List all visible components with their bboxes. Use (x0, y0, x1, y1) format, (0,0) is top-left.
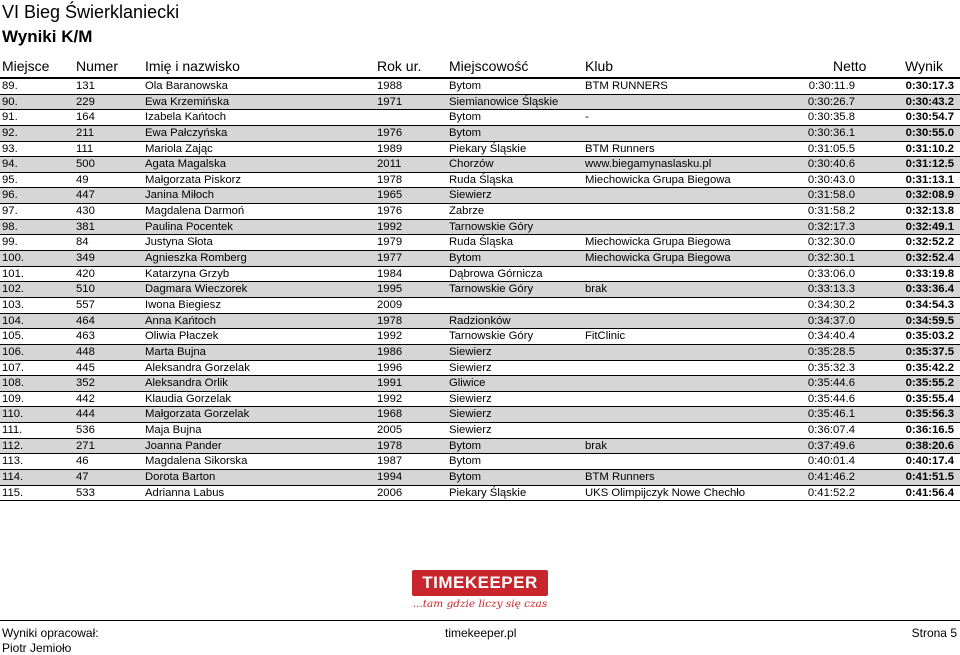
cell-city: Tarnowskie Góry (449, 283, 534, 296)
cell-name: Ewa Pałczyńska (145, 126, 228, 139)
table-row (0, 188, 960, 204)
header-wynik: Wynik (905, 58, 943, 74)
cell-city: Bytom (449, 111, 482, 124)
cell-wynik: 0:35:55.2 (905, 377, 954, 390)
cell-num: 211 (76, 126, 95, 139)
cell-year: 2006 (377, 486, 403, 499)
cell-netto: 0:30:40.6 (807, 158, 855, 171)
cell-city: Piekary Śląskie (449, 486, 527, 499)
results-table (0, 79, 960, 501)
cell-city: Bytom (449, 252, 482, 265)
cell-name: Ewa Krzemińska (145, 95, 230, 108)
cell-wynik: 0:31:12.5 (905, 158, 954, 171)
timekeeper-logo (412, 570, 548, 614)
footer-divider (0, 620, 960, 621)
cell-club: Miechowicka Grupa Biegowa (585, 252, 731, 265)
header-name: Imię i nazwisko (145, 58, 240, 74)
cell-wynik: 0:33:19.8 (905, 267, 954, 280)
cell-city: Chorzów (449, 158, 494, 171)
cell-year: 1991 (377, 377, 403, 390)
cell-wynik: 0:41:51.5 (905, 471, 954, 484)
cell-club: brak (585, 283, 607, 296)
cell-num: 49 (76, 173, 89, 186)
cell-name: Oliwia Płaczek (145, 330, 219, 343)
table-row (0, 282, 960, 298)
header-pos: Miejsce (2, 58, 50, 74)
cell-wynik: 0:36:16.5 (905, 424, 954, 437)
header-netto: Netto (833, 58, 867, 74)
cell-name: Justyna Słota (145, 236, 213, 249)
cell-city: Bytom (449, 471, 482, 484)
cell-num: 420 (76, 267, 95, 280)
cell-netto: 0:30:35.8 (807, 111, 855, 124)
table-row (0, 251, 960, 267)
cell-club: - (585, 111, 589, 124)
cell-city: Bytom (449, 439, 482, 452)
table-row (0, 95, 960, 111)
cell-num: 164 (76, 111, 95, 124)
cell-num: 500 (76, 158, 95, 171)
cell-wynik: 0:32:52.2 (905, 236, 954, 249)
cell-year: 1987 (377, 455, 403, 468)
cell-wynik: 0:35:03.2 (905, 330, 954, 343)
cell-name: Mariola Zając (145, 142, 213, 155)
table-row (0, 345, 960, 361)
cell-pos: 114. (2, 471, 24, 484)
table-row (0, 423, 960, 439)
cell-wynik: 0:30:17.3 (905, 80, 954, 92)
cell-pos: 102. (2, 283, 24, 296)
cell-netto: 0:41:46.2 (807, 471, 855, 484)
cell-city: Bytom (449, 80, 482, 92)
table-header (0, 58, 960, 76)
table-row (0, 376, 960, 392)
cell-netto: 0:31:05.5 (807, 142, 855, 155)
cell-num: 229 (76, 95, 95, 108)
cell-name: Ola Baranowska (145, 80, 228, 92)
cell-name: Anna Kańtoch (145, 314, 216, 327)
cell-wynik: 0:31:10.2 (905, 142, 954, 155)
cell-city: Siewierz (449, 424, 492, 437)
table-row (0, 204, 960, 220)
cell-name: Iwona Biegiesz (145, 298, 221, 311)
cell-num: 430 (76, 205, 95, 218)
table-row (0, 126, 960, 142)
cell-city: Bytom (449, 126, 482, 139)
cell-name: Agnieszka Romberg (145, 252, 247, 265)
table-row (0, 235, 960, 251)
table-row (0, 439, 960, 455)
results-subtitle: Wyniki K/M (2, 27, 93, 46)
cell-netto: 0:30:36.1 (807, 126, 855, 139)
table-row (0, 407, 960, 423)
cell-year: 1976 (377, 126, 403, 139)
header-club: Klub (585, 58, 614, 74)
table-row (0, 470, 960, 486)
cell-club: Miechowicka Grupa Biegowa (585, 236, 731, 249)
cell-city: Siewierz (449, 189, 492, 202)
cell-name: Aleksandra Orlik (145, 377, 228, 390)
cell-pos: 110. (2, 408, 24, 421)
cell-city: Ruda Śląska (449, 236, 514, 249)
cell-wynik: 0:32:52.4 (905, 252, 954, 265)
cell-num: 349 (76, 252, 95, 265)
table-row (0, 157, 960, 173)
cell-wynik: 0:34:59.5 (905, 314, 954, 327)
cell-year: 1986 (377, 345, 403, 358)
cell-name: Dorota Barton (145, 471, 216, 484)
cell-num: 381 (76, 220, 95, 233)
cell-netto: 0:33:13.3 (807, 283, 855, 296)
cell-city: Radzionków (449, 314, 511, 327)
table-row (0, 298, 960, 314)
footer-page: Strona 5 (911, 626, 957, 640)
cell-netto: 0:34:40.4 (807, 330, 855, 343)
cell-num: 271 (76, 439, 95, 452)
cell-wynik: 0:35:37.5 (905, 345, 954, 358)
cell-pos: 97. (2, 205, 18, 218)
cell-num: 533 (76, 486, 95, 499)
cell-city: Siemianowice Śląskie (449, 95, 559, 108)
cell-num: 131 (76, 80, 95, 92)
cell-pos: 94. (2, 158, 18, 171)
cell-wynik: 0:30:54.7 (905, 111, 954, 124)
cell-year: 1976 (377, 205, 403, 218)
cell-name: Joanna Pander (145, 439, 222, 452)
cell-wynik: 0:31:13.1 (905, 173, 954, 186)
cell-pos: 108. (2, 377, 24, 390)
cell-city: Tarnowskie Góry (449, 220, 534, 233)
cell-wynik: 0:30:55.0 (905, 126, 954, 139)
cell-pos: 105. (2, 330, 24, 343)
cell-netto: 0:32:30.1 (807, 252, 855, 265)
cell-num: 557 (76, 298, 95, 311)
cell-num: 448 (76, 345, 95, 358)
cell-year: 1995 (377, 283, 403, 296)
cell-pos: 98. (2, 220, 18, 233)
cell-num: 84 (76, 236, 89, 249)
header-city: Miejscowość (449, 58, 529, 74)
cell-name: Adrianna Labus (145, 486, 225, 499)
cell-netto: 0:35:46.1 (807, 408, 855, 421)
cell-pos: 115. (2, 486, 24, 499)
cell-year: 1988 (377, 80, 403, 92)
cell-wynik: 0:32:13.8 (905, 205, 954, 218)
cell-club: BTM Runners (585, 142, 655, 155)
cell-year: 1994 (377, 471, 403, 484)
cell-club: BTM RUNNERS (585, 80, 668, 92)
cell-num: 445 (76, 361, 95, 374)
cell-num: 463 (76, 330, 95, 343)
cell-name: Paulina Pocentek (145, 220, 233, 233)
cell-year: 1978 (377, 314, 403, 327)
cell-pos: 106. (2, 345, 24, 358)
cell-name: Klaudia Gorzelak (145, 392, 232, 405)
table-row (0, 267, 960, 283)
cell-year: 1965 (377, 189, 403, 202)
cell-name: Małgorzata Piskorz (145, 173, 242, 186)
cell-pos: 101. (2, 267, 24, 280)
cell-club: brak (585, 439, 607, 452)
cell-netto: 0:34:30.2 (807, 298, 855, 311)
cell-city: Siewierz (449, 345, 492, 358)
cell-pos: 92. (2, 126, 18, 139)
cell-year: 1968 (377, 408, 403, 421)
cell-wynik: 0:35:42.2 (905, 361, 954, 374)
cell-pos: 95. (2, 173, 18, 186)
cell-netto: 0:36:07.4 (807, 424, 855, 437)
cell-year: 1992 (377, 330, 403, 343)
cell-club: FitClinic (585, 330, 626, 343)
cell-netto: 0:30:11.9 (808, 80, 855, 92)
cell-pos: 111. (2, 424, 23, 437)
cell-netto: 0:35:44.6 (807, 392, 855, 405)
cell-pos: 107. (2, 361, 24, 374)
cell-pos: 99. (2, 236, 18, 249)
cell-netto: 0:32:17.3 (807, 220, 855, 233)
cell-club: UKS Olimpijczyk Nowe Chechło (585, 486, 746, 499)
cell-num: 442 (76, 392, 95, 405)
table-row (0, 314, 960, 330)
cell-wynik: 0:30:43.2 (905, 95, 954, 108)
cell-city: Gliwice (449, 377, 486, 390)
cell-netto: 0:30:26.7 (807, 95, 855, 108)
cell-netto: 0:41:52.2 (807, 486, 855, 499)
cell-name: Dagmara Wieczorek (145, 283, 248, 296)
cell-name: Janina Miłoch (145, 189, 215, 202)
header-num: Numer (76, 58, 119, 74)
row-divider (0, 500, 960, 501)
footer-site: timekeeper.pl (445, 626, 517, 640)
cell-name: Agata Magalska (145, 158, 227, 171)
cell-name: Małgorzata Gorzelak (145, 408, 250, 421)
cell-pos: 113. (2, 455, 24, 468)
cell-netto: 0:31:58.2 (807, 205, 855, 218)
table-row (0, 142, 960, 158)
event-title: VI Bieg Świerklaniecki (2, 2, 180, 22)
cell-name: Maja Bujna (145, 424, 202, 437)
cell-pos: 89. (2, 80, 18, 92)
cell-num: 111 (76, 142, 94, 155)
cell-netto: 0:35:44.6 (807, 377, 855, 390)
cell-num: 536 (76, 424, 95, 437)
cell-netto: 0:30:43.0 (807, 173, 855, 186)
cell-year: 1992 (377, 392, 403, 405)
cell-num: 447 (76, 189, 95, 202)
cell-year: 1979 (377, 236, 403, 249)
cell-netto: 0:35:28.5 (807, 345, 855, 358)
cell-wynik: 0:34:54.3 (905, 298, 954, 311)
cell-city: Siewierz (449, 392, 492, 405)
cell-year: 1984 (377, 267, 403, 280)
logo-brand: TIMEKEEPER (422, 573, 538, 592)
cell-name: Katarzyna Grzyb (145, 267, 230, 280)
cell-club: www.biegamynaslasku.pl (585, 158, 712, 171)
cell-name: Magdalena Sikorska (145, 455, 248, 468)
cell-wynik: 0:32:49.1 (905, 220, 954, 233)
cell-year: 1992 (377, 220, 403, 233)
cell-year: 2005 (377, 424, 403, 437)
cell-pos: 93. (2, 142, 18, 155)
cell-wynik: 0:32:08.9 (905, 189, 954, 202)
table-row (0, 79, 960, 95)
cell-year: 1977 (377, 252, 403, 265)
cell-num: 464 (76, 314, 95, 327)
cell-wynik: 0:41:56.4 (905, 486, 954, 499)
cell-city: Siewierz (449, 361, 492, 374)
table-row (0, 361, 960, 377)
cell-netto: 0:40:01.4 (807, 455, 855, 468)
cell-pos: 100. (2, 252, 24, 265)
table-row (0, 486, 960, 502)
cell-num: 444 (76, 408, 95, 421)
cell-year: 1978 (377, 173, 403, 186)
cell-club: BTM Runners (585, 471, 655, 484)
cell-pos: 104. (2, 314, 24, 327)
cell-year: 2011 (377, 158, 402, 171)
cell-pos: 91. (2, 111, 18, 124)
cell-pos: 103. (2, 298, 24, 311)
cell-pos: 96. (2, 189, 18, 202)
cell-city: Piekary Śląskie (449, 142, 527, 155)
header-year: Rok ur. (377, 58, 422, 74)
cell-netto: 0:35:32.3 (807, 361, 855, 374)
cell-year: 1989 (377, 142, 403, 155)
cell-netto: 0:34:37.0 (807, 314, 855, 327)
cell-wynik: 0:38:20.6 (905, 439, 954, 452)
footer-author: Piotr Jemioło (2, 641, 72, 655)
cell-wynik: 0:35:55.4 (905, 392, 954, 405)
table-row (0, 110, 960, 126)
table-row (0, 329, 960, 345)
cell-year: 1971 (377, 95, 403, 108)
cell-wynik: 0:35:56.3 (905, 408, 954, 421)
cell-year: 1996 (377, 361, 403, 374)
cell-name: Aleksandra Gorzelak (145, 361, 250, 374)
cell-city: Bytom (449, 455, 482, 468)
logo-tagline: ...tam gdzie liczy się czas (412, 598, 548, 610)
cell-city: Ruda Śląska (449, 173, 514, 186)
cell-name: Magdalena Darmoń (145, 205, 245, 218)
cell-city: Dąbrowa Górnicza (449, 267, 543, 280)
cell-wynik: 0:33:36.4 (905, 283, 954, 296)
cell-club: Miechowicka Grupa Biegowa (585, 173, 731, 186)
cell-pos: 90. (2, 95, 18, 108)
cell-city: Siewierz (449, 408, 492, 421)
cell-year: 1978 (377, 439, 403, 452)
cell-num: 352 (76, 377, 95, 390)
table-row (0, 392, 960, 408)
cell-num: 47 (76, 471, 89, 484)
cell-wynik: 0:40:17.4 (905, 455, 954, 468)
cell-num: 510 (76, 283, 95, 296)
cell-netto: 0:37:49.6 (807, 439, 855, 452)
cell-pos: 109. (2, 392, 24, 405)
cell-name: Izabela Kańtoch (145, 111, 227, 124)
cell-city: Zabrze (449, 205, 485, 218)
cell-pos: 112. (2, 439, 24, 452)
table-row (0, 454, 960, 470)
table-row (0, 220, 960, 236)
cell-netto: 0:31:58.0 (807, 189, 855, 202)
table-row (0, 173, 960, 189)
cell-city: Tarnowskie Góry (449, 330, 534, 343)
cell-name: Marta Bujna (145, 345, 206, 358)
footer-prepared-label: Wyniki opracował: (2, 626, 99, 640)
cell-netto: 0:33:06.0 (807, 267, 855, 280)
cell-year: 2009 (377, 298, 403, 311)
cell-netto: 0:32:30.0 (807, 236, 855, 249)
cell-num: 46 (76, 455, 89, 468)
